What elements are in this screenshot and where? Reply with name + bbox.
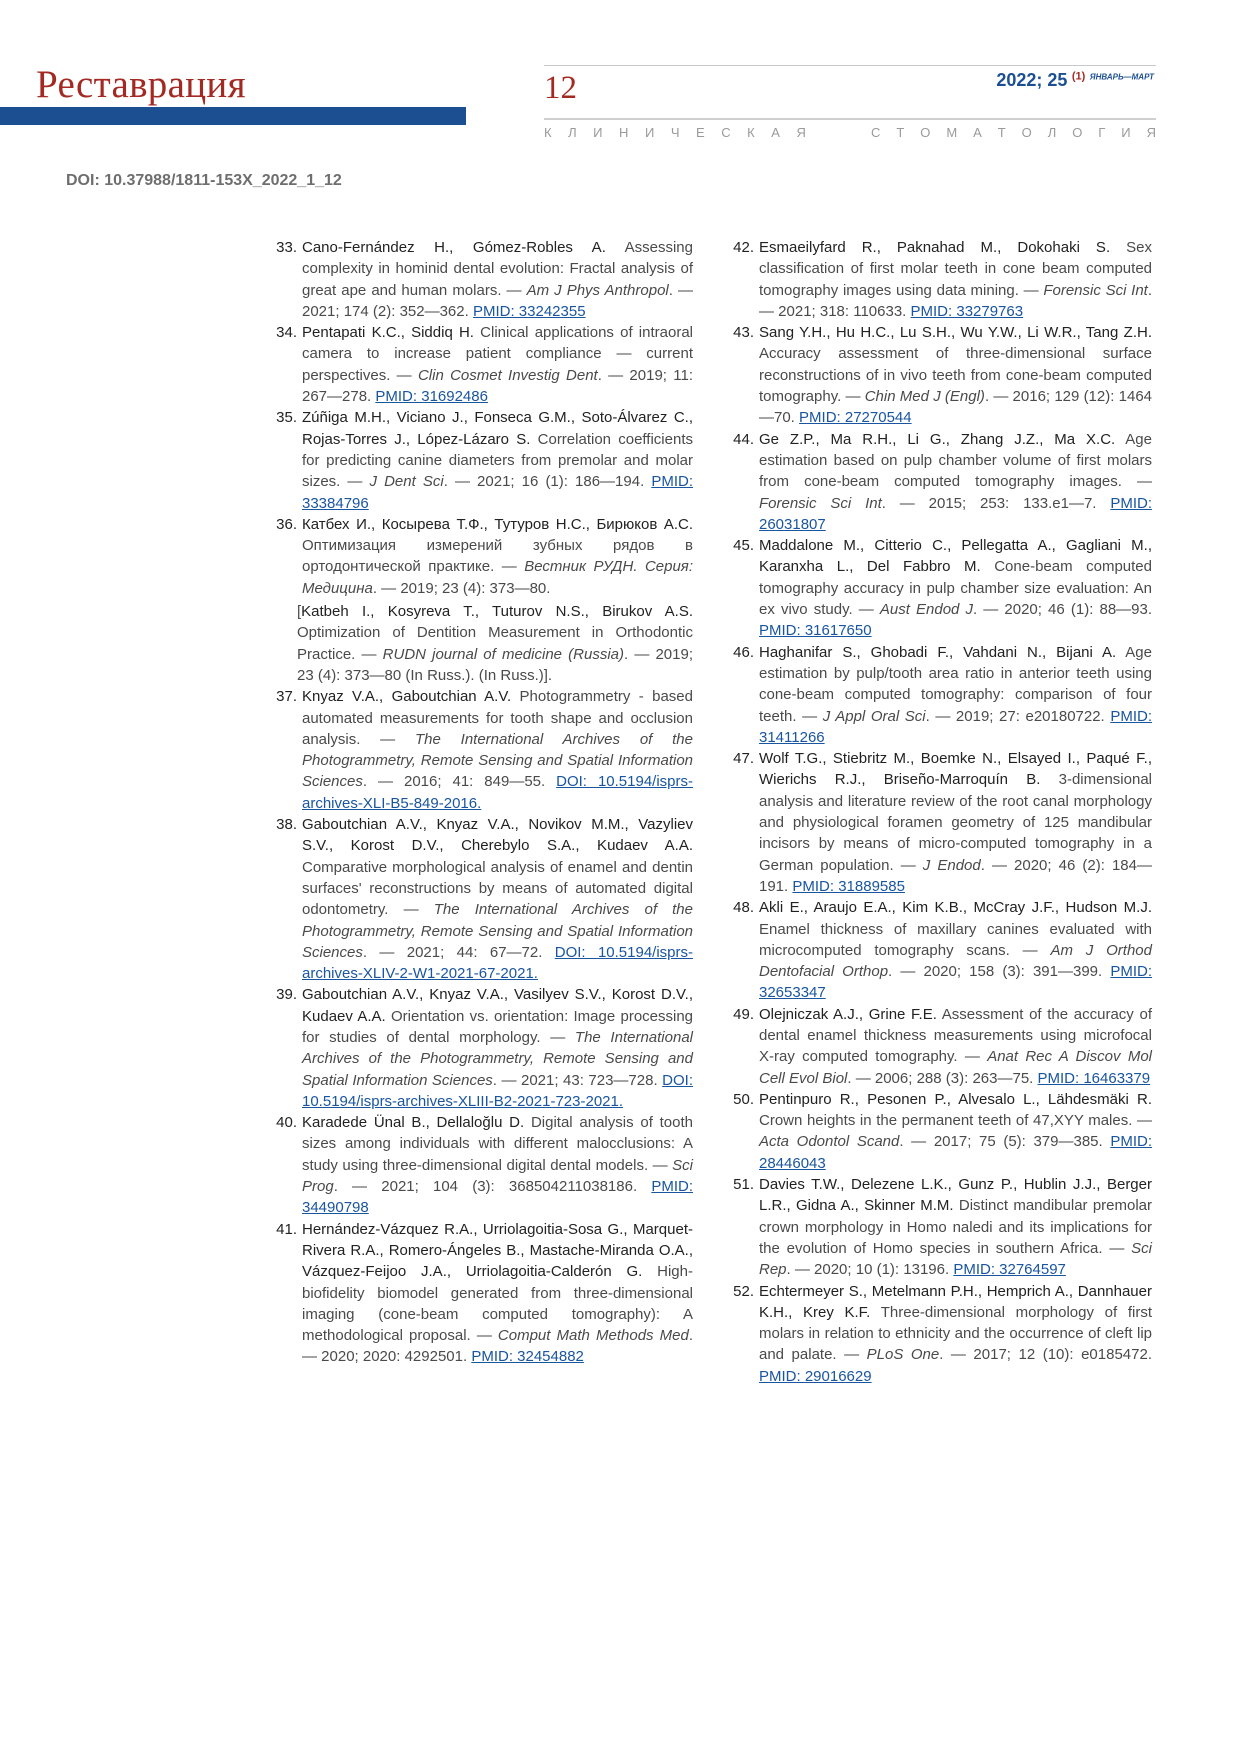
reference-title: Sex classification of first molar teeth in cone beam computed tomography images using data mining. — bbox=[759, 239, 1152, 299]
journal-letter: Я bbox=[1146, 125, 1156, 140]
reference-title: Оптимизация измерений зубных рядов в ортодонтической практике. — bbox=[302, 537, 693, 576]
reference-item bbox=[726, 642, 1152, 748]
reference-title: Accuracy assessment of three-dimensional surface reconstructions of in vivo teeth from cone-beam computed tomography. — bbox=[759, 345, 1152, 406]
reference-number: 48. bbox=[733, 899, 754, 917]
reference-link[interactable]: PMID: 33242355 bbox=[472, 302, 586, 320]
reference-title: 3-dimensional analysis and literature review of the root canal morphology and physiological foramen geometry of 125 mandibular incisors by means of micro-computed tomography in a German population. — bbox=[759, 771, 1152, 874]
reference-details: . — 2006; 288 (3): 263—75. bbox=[847, 1069, 1038, 1087]
reference-title: Crown heights in the permanent teeth of 47,XYY males. — bbox=[759, 1112, 1152, 1130]
reference-authors: Ge Z.P., Ma R.H., Li G., Zhang J.Z., Ma X.C. bbox=[759, 430, 1116, 448]
reference-item bbox=[269, 322, 693, 407]
reference-authors: Karadede Ünal B., Dellaloğlu D. bbox=[302, 1114, 525, 1132]
journal-letter: Л bbox=[1047, 125, 1057, 140]
reference-journal: Clin Cosmet Investig Dent bbox=[417, 366, 598, 384]
reference-link[interactable]: PMID: 31411266 bbox=[759, 707, 1152, 746]
reference-journal: Am J Orthod Dentofacial Orthop bbox=[759, 941, 1152, 981]
reference-journal: Sci Prog bbox=[302, 1156, 693, 1196]
reference-details: . — 2021; 318: 110633. bbox=[759, 281, 1152, 320]
journal-word-2 bbox=[871, 125, 1156, 140]
reference-number: 44. bbox=[733, 430, 754, 448]
translation-authors: Katbeh I., Kosyreva T., Tuturov N.S., Birukov A.S. bbox=[301, 603, 693, 621]
journal-letter: Н bbox=[619, 125, 629, 140]
reference-authors: Davies T.W., Delezene L.K., Gunz P., Hublin J.J., Berger L.R., Gidna A., Skinner M.M. bbox=[759, 1176, 1152, 1215]
reference-details: . — 2020; 46 (2): 184—191. bbox=[759, 856, 1152, 895]
reference-details: . — 2016; 41: 849—55. bbox=[362, 773, 557, 791]
references-column-left bbox=[269, 237, 693, 1368]
reference-link[interactable]: DOI: 10.5194/isprs-archives-XLIII-B2-2021-723-2021. bbox=[302, 1071, 693, 1110]
reference-journal: Forensic Sci Int bbox=[1043, 281, 1148, 299]
reference-title: Age estimation based on pulp chamber volume of first molars from cone-beam computed tomography images. — bbox=[759, 430, 1152, 491]
reference-journal: J Dent Sci bbox=[369, 473, 444, 491]
reference-authors: Gaboutchian A.V., Knyaz V.A., Novikov M.M., Vazyliev S.V., Korost D.V., Cherebylo S.A., Kudaev A.A. bbox=[302, 816, 693, 855]
reference-title: Orientation vs. orientation: Image processing for studies of dental morphology. — bbox=[302, 1007, 694, 1046]
reference-authors: Pentapati K.C., Siddiq H. bbox=[302, 324, 474, 342]
reference-journal: Anat Rec A Discov Mol Cell Evol Biol bbox=[759, 1048, 1152, 1087]
journal-letter: И bbox=[644, 125, 655, 140]
reference-number: 39. bbox=[276, 986, 297, 1004]
reference-link[interactable]: PMID: 32454882 bbox=[471, 1348, 584, 1366]
issue-number: (1) bbox=[1071, 70, 1086, 83]
journal-letter: Т bbox=[997, 125, 1006, 140]
reference-number: 42. bbox=[733, 239, 754, 256]
reference-authors: Sang Y.H., Hu H.C., Lu S.H., Wu Y.W., Li W.R., Tang Z.H. bbox=[759, 324, 1152, 342]
translation-title: Optimization of Dentition Measurement in Orthodontic Practice. — bbox=[297, 624, 693, 663]
header-top-rule bbox=[544, 65, 1156, 66]
reference-number: 33. bbox=[276, 239, 297, 256]
reference-authors: Echtermeyer S., Metelmann P.H., Hemprich A., Dannhauer K.H., Krey K.F. bbox=[759, 1282, 1152, 1321]
reference-journal: Вестник РУДН. Серия: Медицина bbox=[302, 558, 693, 597]
reference-body bbox=[759, 1281, 1152, 1387]
reference-details: . — 2017; 75 (5): 379—385. bbox=[899, 1133, 1111, 1151]
reference-link[interactable]: PMID: 34490798 bbox=[302, 1178, 693, 1217]
reference-body bbox=[759, 1174, 1152, 1280]
reference-item bbox=[269, 984, 693, 1112]
reference-body bbox=[759, 237, 1152, 322]
reference-details: . — 2020; 2020: 4292501. bbox=[302, 1327, 693, 1366]
reference-title: Age estimation by pulp/tooth area ratio in anterior teeth using cone-beam computed tomography: comparison of four teeth. — bbox=[759, 643, 1152, 725]
reference-item bbox=[726, 1089, 1152, 1174]
reference-body bbox=[759, 642, 1152, 748]
reference-body bbox=[759, 897, 1152, 1003]
reference-number: 43. bbox=[733, 324, 754, 342]
reference-details: . — 2015; 253: 133.e1—7. bbox=[881, 494, 1111, 512]
reference-title: Assessment of the accuracy of dental enamel thickness measurements using microfocal X-ray computed tomography. — bbox=[759, 1005, 1152, 1066]
reference-journal: The International Archives of the Photogrammetry, Remote Sensing and Spatial Information Sciences bbox=[302, 730, 693, 791]
reference-title: Cone-beam computed tomography accuracy in pulp chamber size evaluation: An ex vivo study. — bbox=[759, 558, 1152, 619]
reference-translation: [Katbeh I., Kosyreva T., Tuturov N.S., Birukov A.S. Optimization of Dentition Measurement in Orthodontic Practice. — RUDN journal of medicine (Russia). — 2019; 23 (4): 373—80 (In Russ.). (In Russ.)]. bbox=[297, 603, 693, 684]
journal-letter: К bbox=[747, 125, 755, 140]
reference-number: 36. bbox=[276, 515, 297, 533]
translation-details: . — 2019; 23 (4): 373—80 (In Russ.). (In Russ.)]. bbox=[297, 645, 693, 684]
reference-item bbox=[269, 686, 693, 814]
reference-body bbox=[302, 322, 693, 407]
section-color-bar bbox=[0, 107, 466, 125]
reference-journal: Aust Endod J bbox=[879, 601, 974, 619]
reference-body bbox=[302, 407, 693, 513]
reference-number: 50. bbox=[733, 1090, 754, 1108]
header-divider bbox=[544, 118, 1156, 120]
journal-letter: Т bbox=[896, 125, 905, 140]
reference-details: . — 2021; 44: 67—72. bbox=[362, 943, 555, 961]
reference-number: 34. bbox=[276, 324, 297, 342]
reference-details: . — 2020; 158 (3): 391—399. bbox=[888, 963, 1111, 981]
journal-letter: Г bbox=[1098, 125, 1106, 140]
reference-details: . — 2020; 10 (1): 13196. bbox=[786, 1261, 954, 1279]
reference-body bbox=[302, 686, 693, 814]
reference-authors: Akli E., Araujo E.A., Kim K.B., McCray J.F., Hudson M.J. bbox=[759, 899, 1152, 917]
reference-link[interactable]: PMID: 31889585 bbox=[792, 877, 905, 895]
journal-letter: О bbox=[1072, 125, 1083, 140]
reference-journal: The International Archives of the Photogrammetry, Remote Sensing and Spatial Information Sciences bbox=[302, 901, 693, 961]
reference-body bbox=[759, 1089, 1152, 1174]
reference-authors: Esmaeilyfard R., Paknahad M., Dokohaki S. bbox=[759, 239, 1111, 256]
reference-body bbox=[302, 814, 693, 984]
journal-letter: С bbox=[721, 125, 731, 140]
reference-journal: The International Archives of the Photogrammetry, Remote Sensing and Spatial Information Sciences bbox=[302, 1028, 693, 1089]
issue-months: ЯНВАРЬ—МАРТ bbox=[1089, 72, 1154, 82]
reference-item bbox=[726, 322, 1152, 428]
reference-authors: Wolf T.G., Stiebritz M., Boemke N., Elsayed I., Paqué F., Wierichs R.J., Briseño-Marroquín B. bbox=[759, 750, 1152, 789]
reference-body bbox=[759, 429, 1152, 535]
reference-link[interactable]: PMID: 32653347 bbox=[759, 963, 1152, 1002]
reference-item bbox=[269, 237, 693, 322]
reference-link[interactable]: PMID: 29016629 bbox=[759, 1367, 872, 1385]
reference-journal: Forensic Sci Int bbox=[759, 494, 882, 512]
reference-item bbox=[726, 897, 1152, 1003]
journal-letter: И bbox=[1121, 125, 1131, 140]
references-column-right bbox=[726, 237, 1152, 1387]
reference-item bbox=[726, 1281, 1152, 1387]
reference-details: . — 2019; 11: 267—278. bbox=[302, 366, 693, 406]
reference-journal: Comput Math Methods Med bbox=[497, 1327, 689, 1345]
reference-authors: Knyaz V.A., Gaboutchian A.V. bbox=[302, 688, 512, 706]
reference-link[interactable]: PMID: 27270544 bbox=[799, 409, 912, 427]
journal-letter: Е bbox=[696, 125, 705, 140]
reference-link[interactable]: PMID: 16463379 bbox=[1037, 1069, 1151, 1087]
reference-item bbox=[726, 429, 1152, 535]
reference-item bbox=[726, 1004, 1152, 1089]
reference-authors: Haghanifar S., Ghobadi F., Vahdani N., Bijani A. bbox=[759, 643, 1117, 661]
journal-letter: И bbox=[593, 125, 603, 140]
reference-item bbox=[726, 748, 1152, 897]
reference-title: High-biofidelity biomodel generated from three-dimensional imaging (cone-beam computed tomography): A methodological proposal. — bbox=[302, 1263, 693, 1345]
journal-name bbox=[544, 125, 1156, 140]
reference-number: 51. bbox=[733, 1176, 754, 1194]
reference-title: Three-dimensional morphology of first molars in relation to ethnicity and the occurrence of cleft lip and palate. — bbox=[759, 1303, 1152, 1364]
reference-body bbox=[759, 1004, 1152, 1089]
page-number: 12 bbox=[544, 70, 577, 106]
reference-title: Enamel thickness of maxillary canines evaluated with microcomputed tomography scans. — bbox=[759, 920, 1152, 959]
reference-details: . — 2016; 129 (12): 1464—70. bbox=[759, 388, 1152, 427]
reference-title: Clinical applications of intraoral camera to increase patient compliance — current perspectives. — bbox=[302, 324, 693, 384]
reference-link[interactable]: DOI: 10.5194/isprs-archives-XLIV-2-W1-2021-67-2021. bbox=[302, 943, 693, 983]
reference-item bbox=[726, 1174, 1152, 1280]
reference-link[interactable]: PMID: 31617650 bbox=[759, 622, 872, 640]
reference-journal: J Appl Oral Sci bbox=[822, 707, 926, 725]
reference-authors: Zúñiga M.H., Viciano J., Fonseca G.M., Soto-Álvarez C., Rojas-Torres J., López-Lázaro S. bbox=[302, 409, 693, 448]
reference-number: 38. bbox=[276, 816, 297, 834]
journal-letter: Л bbox=[568, 125, 577, 140]
reference-link[interactable]: PMID: 32764597 bbox=[953, 1261, 1066, 1279]
journal-letter: Ч bbox=[670, 125, 680, 140]
reference-authors: Hernández-Vázquez R.A., Urriolagoitia-Sosa G., Marquet-Rivera R.A., Romero-Ángeles B., Mastache-Miranda O.A., Vázquez-Feijoo J.A., Urriolagoitia-Calderón G. bbox=[302, 1220, 693, 1281]
reference-number: 41. bbox=[276, 1220, 297, 1238]
reference-journal: PLoS One bbox=[866, 1346, 940, 1364]
reference-item bbox=[269, 1112, 693, 1218]
journal-letter: Я bbox=[796, 125, 806, 140]
journal-letter: С bbox=[871, 125, 881, 140]
translation-journal: RUDN journal of medicine (Russia) bbox=[382, 645, 624, 663]
reference-link[interactable]: PMID: 28446043 bbox=[759, 1133, 1152, 1172]
reference-body bbox=[302, 514, 693, 599]
reference-title: Digital analysis of tooth sizes among individuals with different malocclusions: A study using three-dimensional digital dental models. — bbox=[302, 1114, 693, 1174]
reference-body bbox=[302, 984, 693, 1112]
reference-link[interactable]: PMID: 33279763 bbox=[910, 302, 1024, 320]
reference-body bbox=[759, 322, 1152, 428]
reference-number: 52. bbox=[733, 1282, 754, 1300]
reference-link[interactable]: PMID: 31692486 bbox=[375, 388, 488, 406]
reference-number: 45. bbox=[733, 537, 754, 555]
reference-body bbox=[302, 1112, 693, 1218]
reference-journal: Chin Med J (Engl) bbox=[864, 388, 985, 406]
reference-body bbox=[302, 237, 693, 322]
reference-authors: Gaboutchian A.V., Knyaz V.A., Vasilyev S.V., Korost D.V., Kudaev A.A. bbox=[302, 986, 693, 1025]
reference-details: . — 2021; 16 (1): 186—194. bbox=[443, 473, 652, 491]
reference-title: Assessing complexity in hominid dental evolution: Fractal analysis of great ape and human molars. — bbox=[302, 239, 693, 299]
reference-title: Distinct mandibular premolar crown morphology in Homo naledi and its implications for the evolution of Homo species in southern Africa. — bbox=[759, 1197, 1153, 1257]
reference-details: . — 2020; 46 (1): 88—93. bbox=[973, 601, 1153, 619]
reference-number: 46. bbox=[733, 643, 754, 661]
reference-item bbox=[726, 237, 1152, 322]
reference-authors: Катбех И., Косырева Т.Ф., Тутуров Н.С., Бирюков А.С. bbox=[302, 515, 693, 533]
reference-number: 37. bbox=[276, 688, 297, 706]
reference-details: . — 2017; 12 (10): e0185472. bbox=[939, 1346, 1152, 1364]
reference-item bbox=[269, 1219, 693, 1368]
journal-letter: О bbox=[920, 125, 931, 140]
journal-word-1 bbox=[544, 125, 806, 140]
reference-authors: Maddalone M., Citterio C., Pellegatta A., Gagliani M., Karanxha L., Del Fabbro M. bbox=[759, 537, 1152, 576]
reference-authors: Pentinpuro R., Pesonen P., Alvesalo L., Lähdesmäki R. bbox=[759, 1090, 1152, 1108]
reference-authors: Olejniczak A.J., Grine F.E. bbox=[759, 1005, 937, 1023]
reference-details: . — 2021; 43: 723—728. bbox=[492, 1071, 663, 1089]
article-doi: DOI: 10.37988/1811-153X_2022_1_12 bbox=[66, 172, 342, 189]
reference-number: 35. bbox=[276, 409, 297, 427]
reference-item bbox=[269, 814, 693, 984]
reference-body bbox=[759, 748, 1152, 897]
reference-item bbox=[726, 535, 1152, 641]
reference-body bbox=[302, 1219, 693, 1368]
journal-letter: А bbox=[771, 125, 780, 140]
reference-title: Correlation coefficients for predicting canine diameters from premolar and molar sizes. — bbox=[302, 430, 693, 491]
reference-item bbox=[269, 514, 693, 599]
issue-year: 2022; 25 bbox=[996, 70, 1068, 90]
reference-journal: J Endod bbox=[922, 856, 981, 874]
reference-number: 47. bbox=[733, 750, 754, 768]
reference-link[interactable]: PMID: 33384796 bbox=[302, 473, 693, 512]
reference-authors: Cano-Fernández H., Gómez-Robles A. bbox=[302, 239, 606, 256]
reference-details: . — 2021; 174 (2): 352—362. bbox=[302, 281, 693, 320]
reference-details: . — 2019; 23 (4): 373—80. bbox=[372, 579, 551, 597]
reference-details: . — 2019; 27: e20180722. bbox=[925, 707, 1111, 725]
reference-title: Photogrammetry - based automated measurements for tooth shape and occlusion analysis. — bbox=[302, 688, 693, 748]
reference-link[interactable]: DOI: 10.5194/isprs-archives-XLI-B5-849-2016. bbox=[302, 773, 693, 812]
reference-journal: Acta Odontol Scand bbox=[759, 1133, 900, 1151]
reference-journal: Am J Phys Anthropol bbox=[526, 281, 669, 299]
reference-link[interactable]: PMID: 26031807 bbox=[759, 494, 1152, 533]
reference-number: 40. bbox=[276, 1114, 297, 1132]
journal-letter: А bbox=[973, 125, 982, 140]
reference-title: Comparative morphological analysis of enamel and dentin surfaces' reconstructions by means of automated digital odontometry. — bbox=[302, 858, 693, 919]
reference-details: . — 2021; 104 (3): 368504211038186. bbox=[333, 1178, 652, 1196]
reference-item bbox=[269, 407, 693, 513]
journal-letter: О bbox=[1021, 125, 1032, 140]
issue-info bbox=[996, 70, 1154, 91]
reference-body bbox=[759, 535, 1152, 641]
section-title: Реставрация bbox=[36, 63, 246, 106]
reference-number: 49. bbox=[733, 1005, 754, 1023]
journal-letter: К bbox=[544, 125, 552, 140]
journal-letter: М bbox=[946, 125, 958, 140]
reference-journal: Sci Rep bbox=[759, 1239, 1152, 1279]
